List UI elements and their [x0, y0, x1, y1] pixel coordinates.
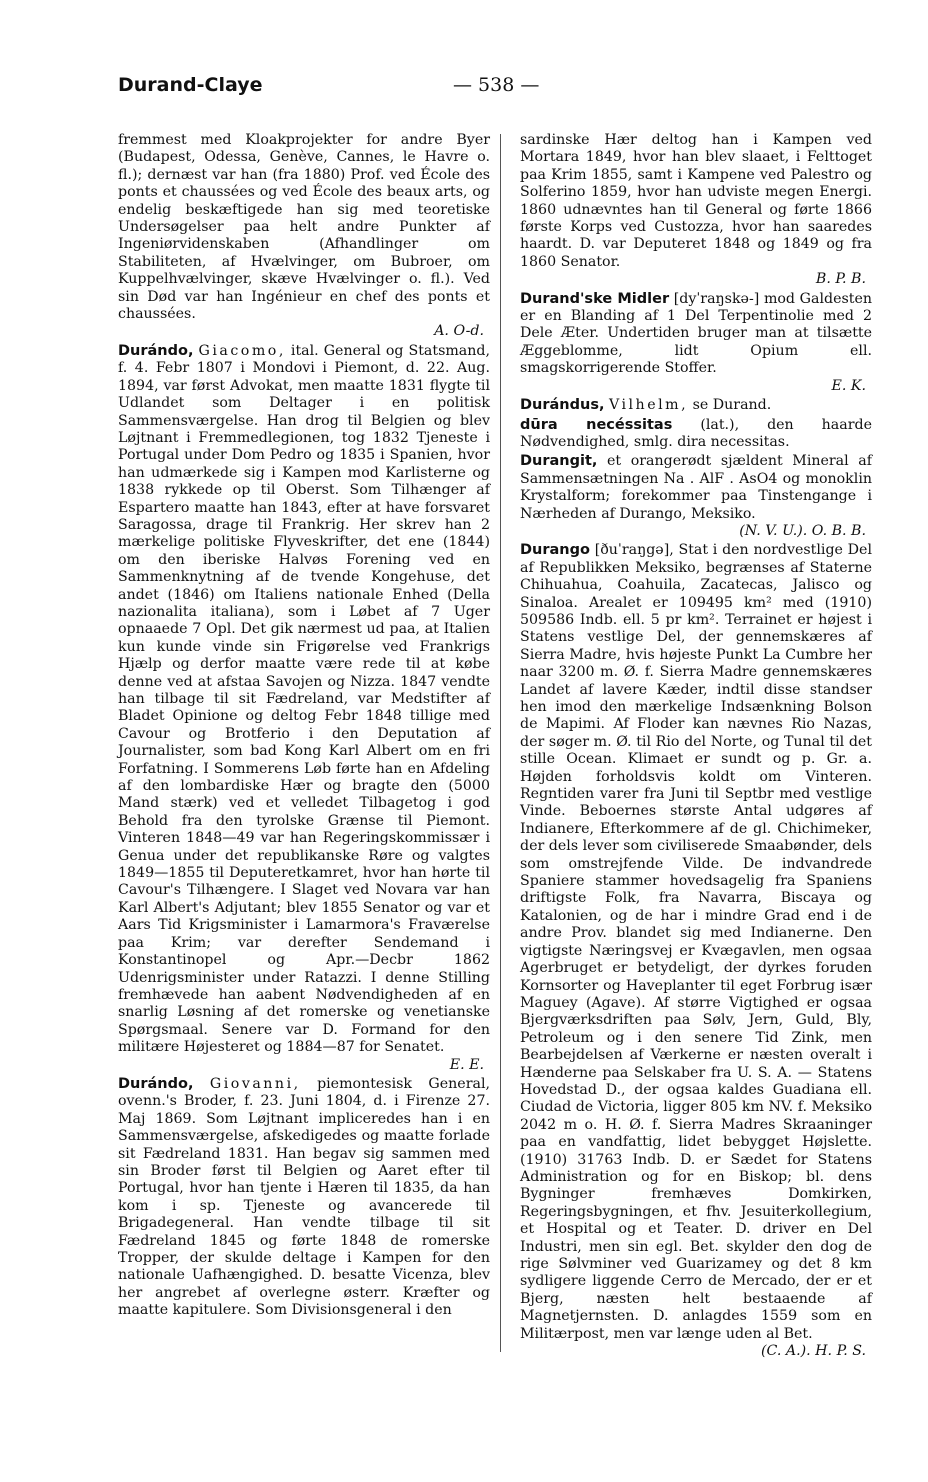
- entry-durandske-midler: [520, 291, 872, 395]
- entry-durand-claye-continuation: [118, 132, 490, 341]
- column-divider: [500, 134, 501, 1352]
- entry-durandus: [520, 397, 872, 414]
- entry-text: fremmest med Kloakprojekter for andre Byer (Budapest, Odessa, Genève, Cannes, le Havre o. fl.); dernæst var han (fra 1880) Prof. ved École des ponts et chaussées og ved École des beaux arts, og endelig beskæftigede han sig med teoretiske Undersøgelser paa helt andre Punkter af Ingeniørvidenskaben (Afhandlinger om Stabiliteten, af Hvælvinger, om Bubroer, om Kuppelhvælvinger, skæve Hvælvinger o. fl.). Ved sin Død var han Ingénieur en chef des ponts et chaussées.: [118, 132, 490, 323]
- headword-given-name: Giovanni,: [209, 1075, 301, 1092]
- running-head: Durand-Claye: [118, 74, 263, 96]
- entry-text: ital. General og Statsmand, f. 4. Febr 1807 i Mondovi i Piemont, d. 22. Aug. 1894, var først Advokat, men maatte 1831 flygte til Udlandet som Deltager i en politisk Sammensværgelse. Han drog til Belgien og blev Løjtnant i Fremmedlegionen, tog 1832 Tjeneste i Portugal under Dom Pedro og 1835 i Spanien, hvor han udmærkede sig i Kampen mod Karlisterne og 1838 rykkede op til Oberst. Som Tilhænger af Espartero maatte han 1843, efter at have forsvaret Saragossa, drage til Frankrig. Her skrev han 2 mærkelige politiske Flyveskrifter, det ene (1844) om den iberiske Halvøs Forening ved en Sammenknytning af de tvende Kongehuse, det andet (1846) om Italiens nationale Enhed (Della nazionalita italiana), som i Løbet af 7 Uger opnaaede 7 Opl. Det gik nærmest ud paa, at Italien kun kunde vinde sin Frigørelse ved Frankrigs Hjælp og derfor maatte være rede til at købe denne ved at afstaa Savojen og Nizza. 1847 vendte han tilbage til sit Fædreland, var Medstifter af Bladet Opinione og deltog Febr 1848 tillige med Cavour og Brotferio i den Deputation af Journalister, som bad Kong Karl Albert om en fri Forfatning. I Sommerens Løb førte han en Afdeling af den lombardiske Hær og bragte den (5000 Mand stærk) ved et velledet Tilbagetog i god Behold fra den tyrolske Grænse til Piemont. Vinteren 1848—49 var han Regeringskommissær i Genua under det republikanske Røre og valgtes 1849—1855 til Deputeretkamret, hvor han hørte til Cavour's Tilhængere. I Slaget ved Novara var han Karl Albert's Adjutant; blev 1855 Senator og var et Aars Tid Krigsminister i Lamarmora's Fraværelse paa Krim; var derefter Sendemand i Konstantinopel og Apr.—Decbr 1862 Udenrigsminister under Ratazzi. I denne Stilling fremhævede han aabent Nødvendigheden af en snarlig Løsning af det romerske og venetianske Spørgsmaal. Senere var D. Formand for den militære Højesteret og 1884—87 for Senatet.: [118, 342, 490, 1056]
- entry-signature: E. K.: [831, 377, 866, 394]
- headword-given-name: Vilhelm,: [608, 397, 689, 414]
- entry-signature: B. P. B.: [815, 271, 866, 288]
- right-column: [520, 132, 872, 1362]
- entry-text: et orangerødt sjældent Mineral af Sammensætningen Na . AlF . AsO4 og monoklin Krystalform; forekommer paa Tinstengange i Nærheden af Durango, Meksiko.: [520, 453, 872, 522]
- entry-signature: (C. A.). H. P. S.: [760, 1343, 866, 1360]
- headword: dūra necéssitas: [520, 416, 673, 433]
- entry-text: (lat.), den haarde Nødvendighed, smlg. dira necessitas.: [520, 416, 872, 450]
- left-column: [118, 132, 490, 1322]
- entry-durando-giovanni-continuation: [520, 132, 872, 289]
- entry-signature: A. O-d.: [434, 323, 484, 340]
- headword: Durango: [520, 542, 590, 559]
- entry-durando-giacomo: [118, 343, 490, 1074]
- entry-durango: [520, 542, 872, 1360]
- entry-text: piemontesisk General, ovenn.'s Broder, f. 23. Juni 1804, d. i Firenze 27. Maj 1869. Som Løjtnant impliceredes han i en Sammensværgelse, afskedigedes og maatte forlade sit Fædreland 1831. Han begav sig sammen med sin Broder først til Belgien og Aaret efter til Portugal, hvor han tjente i Hæren til 1835, da han kom i sp. Tjeneste og avancerede til Brigadegeneral. Han vendte tilbage til sit Fædreland 1845 og førte 1848 de romerske Tropper, der skulde deltage i Kampen for den nationale Uafhængighed. D. besatte Vicenza, blev her angrebet af overlegne østerr. Kræfter og maatte kapitulere. Som Divisionsgeneral i den: [118, 1075, 490, 1319]
- headword: Durándus,: [520, 397, 605, 414]
- entry-durangit: [520, 453, 872, 540]
- headword: Durándo,: [118, 342, 194, 359]
- entry-signature: (N. V. U.). O. B. B.: [739, 522, 866, 539]
- headword: Durangit,: [520, 453, 598, 470]
- entry-signature: E. E.: [449, 1056, 484, 1073]
- headword: Durándo,: [118, 1075, 194, 1092]
- headword: Durand'ske Midler: [520, 290, 670, 307]
- page-number: — 538 —: [453, 74, 540, 96]
- entry-text: [dyˈraŋskə-] mod Galdesten er en Blanding af 1 Del Terpentinolie med 2 Dele Æter. Undertiden bruger man at tilsætte Æggeblomme, lidt Opium ell. smagskorrigerende Stoffer.: [520, 290, 873, 377]
- entry-durando-giovanni: [118, 1076, 490, 1320]
- headword-given-name: Giacomo,: [198, 342, 286, 359]
- entry-text: se Durand.: [692, 397, 772, 414]
- entry-text: sardinske Hær deltog han i Kampen ved Mortara 1849, hvor han blev slaaet, i Felttoget paa Krim 1855, samt i Kampene ved Palestro og Solferino 1859, hvor han udviste megen Energi. 1860 udnævntes han til General og førte 1866 første Korps ved Custozza, hvor han saaredes haardt. D. var Deputeret 1848 og 1849 og fra 1860 Senator.: [520, 132, 872, 270]
- page-header: [118, 74, 810, 106]
- entry-dura-necessitas: [520, 417, 872, 452]
- entry-text: [ðuˈraŋgə], Stat i den nordvestlige Del af Republikken Meksiko, begrænses af Staterne Chihuahua, Coahuila, Zacatecas, Jalisco og Sinaloa. Arealet er 109495 km² med (1910) 509586 Indb. ell. 5 pr km². Terrainet er højest i Statens vestlige Del, der gennemskæres af Sierra Madre, hvis højeste Punkt La Cumbre her naar 3200 m. Ø. f. Sierra Madre gennemskæres Landet af lavere Kæder, indtil disse standser hen imod den mærkelige Indsænkning Bolson de Mapimi. Af Floder kan nævnes Rio Nazas, der søger m. Ø. til Rio del Norte, og Tunal til det stille Ocean. Klimaet er sundt og p. Gr. a. Højden forholdsvis koldt om Vinteren. Regntiden varer fra Juni til Septbr med vestlige Vinde. Beboernes største Antal udgøres af Indianere, Efterkommere af de gl. Chichimeker, der dels lever som civiliserede Smaabønder, dels som omstrejfende Vilde. De indvandrede Spaniere stammer hovedsagelig fra Spaniens driftigste Folk, fra Navarra, Biscaya og Katalonien, og de har i mindre Grad end i de andre Prov. blandet sig med Indianerne. Den vigtigste Næringsvej er Kvægavlen, men ogsaa Agerbruget er betydeligt, der dyrkes foruden Kornsorter og Haveplanter til eget Forbrug især Maguey (Agave). Af større Vigtighed er ogsaa Bjergværksdriften paa Sølv, Jern, Guld, Bly, Petroleum og i den senere Tid Zink, men Bearbejdelsen af Værkerne er næsten overalt i Hænderne paa Selskaber fra U. S. A. — Statens Hovedstad D., der ogsaa kaldes Guadiana ell. Ciudad de Victoria, ligger 805 km NV. f. Meksiko 2042 m o. H. Ø. f. Sierra Madres Skraaninger paa en vandfattig, lidet bebygget Højslette. (1910) 31763 Indb. D. er Sædet for Statens Administration og for en Biskop; bl. dens Bygninger fremhæves Domkirken, Regeringsbygningen, et fhv. Jesuiterkollegium, et Hospital og et Teater. D. driver en Del Industri, men sin egl. Bet. skylder den dog de rige Sølvminer ved Guarizamey og det 8 km sydligere liggende Cerro de Mercado, der er et Bjerg, næsten helt bestaaende af Magnetjernsten. D. anlagdes 1559 som en Militærpost, men var længe uden al Bet.: [520, 542, 872, 1342]
